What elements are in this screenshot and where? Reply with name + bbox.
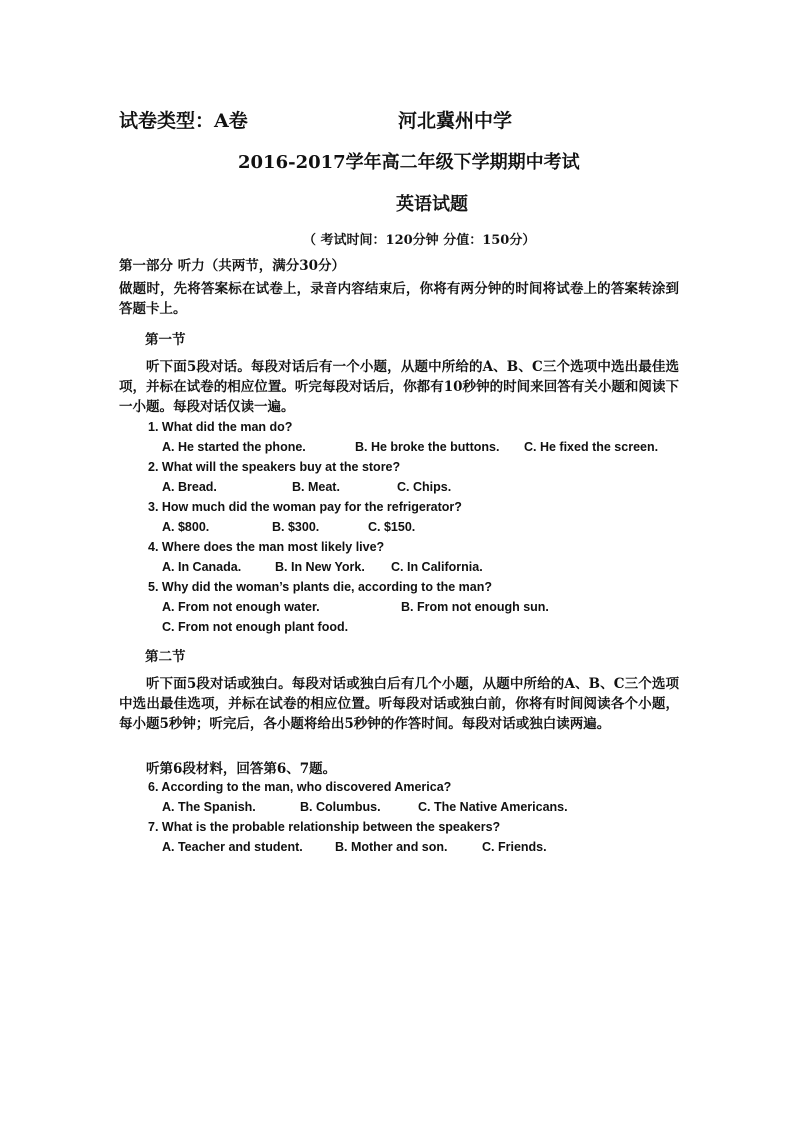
section1-instruction: 听下面5段对话。每段对话后有一个小题，从题中所给的A、B、C三个选项中选出最佳选项，并标在试卷的相应位置。听完每段对话后，你都有10秒钟的时间来回答有关小题和阅读下一小题。每段对话仅读一遍。 — [119, 359, 679, 415]
q5-option-b: B. From not enough sun. — [401, 600, 549, 614]
q7-option-a: A. Teacher and student. — [162, 840, 303, 854]
q4-option-c: C. In California. — [391, 560, 483, 574]
section2-instruction: 听下面5段对话或独白。每段对话或独白后有几个小题，从题中所给的A、B、C三个选项中选出最佳选项，并标在试卷的相应位置。听每段对话或独白前，你将有时间阅读各个小题，每小题5秒钟；听完后，各小题将给出5秒钟的作答时间。每段对话或独白读两遍。 — [119, 676, 679, 732]
q7-option-b: B. Mother and son. — [335, 840, 448, 854]
question-6: 6. According to the man, who discovered America? — [148, 780, 452, 794]
material-6-note: 听第6段材料，回答第6、7题。 — [146, 761, 337, 777]
q3-option-c: C. $150. — [368, 520, 416, 534]
part1-heading: 第一部分 听力（共两节，满分30分） — [119, 258, 345, 274]
subject-title: 英语试题 — [396, 194, 468, 215]
q1-option-c: C. He fixed the screen. — [524, 440, 659, 454]
q1-option-b: B. He broke the buttons. — [355, 440, 500, 454]
q6-option-a: A. The Spanish. — [162, 800, 256, 814]
q2-option-b: B. Meat. — [292, 480, 340, 494]
question-7: 7. What is the probable relationship between the speakers? — [148, 820, 501, 834]
question-2: 2. What will the speakers buy at the store? — [148, 460, 401, 474]
exam-title: 2016-2017学年高二年级下学期期中考试 — [238, 152, 580, 173]
part1-instruction: 做题时，先将答案标在试卷上，录音内容结束后，你将有两分钟的时间将试卷上的答案转涂到答题卡上。 — [119, 281, 679, 317]
q7-option-c: C. Friends. — [482, 840, 547, 854]
q3-option-a: A. $800. — [162, 520, 210, 534]
q4-option-b: B. In New York. — [275, 560, 365, 574]
q4-option-a: A. In Canada. — [162, 560, 242, 574]
q6-option-b: B. Columbus. — [300, 800, 381, 814]
school-name: 河北冀州中学 — [398, 110, 513, 132]
q6-option-c: C. The Native Americans. — [418, 800, 568, 814]
question-4: 4. Where does the man most likely live? — [148, 540, 385, 554]
question-5: 5. Why did the woman’s plants die, according to the man? — [148, 580, 493, 594]
question-1: 1. What did the man do? — [148, 420, 293, 434]
q5-option-a: A. From not enough water. — [162, 600, 320, 614]
exam-info: （ 考试时间：120分钟 分值：150分） — [303, 233, 536, 248]
q1-option-a: A. He started the phone. — [162, 440, 306, 454]
q3-option-b: B. $300. — [272, 520, 320, 534]
section2-heading: 第二节 — [145, 649, 186, 665]
question-3: 3. How much did the woman pay for the refrigerator? — [148, 500, 462, 514]
section1-heading: 第一节 — [145, 332, 186, 348]
q2-option-a: A. Bread. — [162, 480, 217, 494]
paper-type: 试卷类型：A卷 — [119, 110, 248, 132]
q5-option-c: C. From not enough plant food. — [162, 620, 349, 634]
q2-option-c: C. Chips. — [397, 480, 452, 494]
